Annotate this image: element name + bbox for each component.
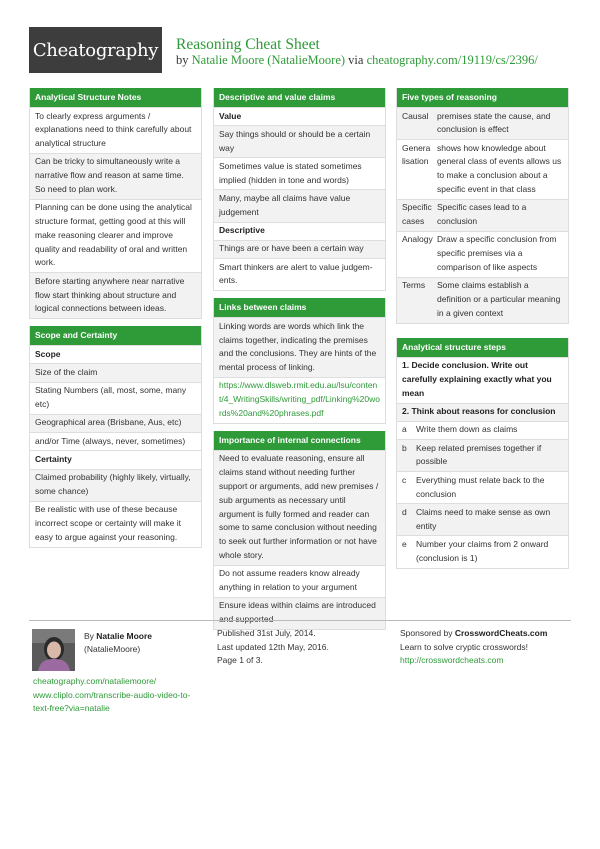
- updated-date: Last updated 12th May, 2016.: [217, 641, 329, 652]
- term-label: Causal: [402, 110, 429, 121]
- section-header: Descriptive and value claims: [214, 88, 385, 107]
- author-handle: (NatalieMoore): [84, 644, 141, 654]
- author-profile-link[interactable]: cheatography.com/nataliemoore/: [33, 676, 157, 686]
- list-item: and/or Time (always, never, sometimes): [30, 432, 201, 450]
- term-description: Specific cases lead to a conclusion: [437, 202, 527, 227]
- table-row: [397, 277, 568, 323]
- cheatography-logo[interactable]: Cheatography: [29, 27, 162, 73]
- list-item: Claimed probability (highly likely, virtually, some chance): [30, 469, 201, 501]
- step-letter: b: [402, 442, 407, 453]
- list-item: Geographical area (Brisbane, Aus, etc): [30, 414, 201, 432]
- step-item: 1. Decide conclusion. Write out carefully explaining exactly what you mean: [397, 357, 568, 403]
- list-item: Many, maybe all claims have value judgement: [214, 189, 385, 221]
- sponsor-link-2[interactable]: text-free?via=natalie: [33, 703, 110, 713]
- step-letter: c: [402, 474, 407, 485]
- term-label: Specific cases: [402, 202, 432, 227]
- table-row: [397, 231, 568, 277]
- byline: [176, 53, 538, 68]
- author-link[interactable]: Natalie Moore (NatalieMoore): [191, 53, 346, 67]
- step-description: Keep related premises together if possible: [416, 442, 542, 467]
- subheading: Scope: [30, 345, 201, 363]
- section-header: Analytical Structure Notes: [30, 88, 201, 107]
- list-item: Be realistic with use of these because incorrect scope or certainty will make it easy to argue against your reasoning.: [30, 501, 201, 547]
- term-label: Terms: [402, 280, 426, 291]
- author-links: [33, 675, 190, 716]
- published-date: Published 31st July, 2014.: [217, 628, 316, 638]
- list-item: Planning can be done using the analytical structure format, getting good at this will make reasoning clearer and improve quality and readability of oral and written work.: [30, 199, 201, 272]
- section-header: Importance of internal connections: [214, 431, 385, 450]
- reference-link[interactable]: https://www.dlsweb.rmit.edu.au/lsu/content/4_WritingSkills/writing_pdf/Linking%20words%20and%20phrases.pdf: [214, 377, 385, 423]
- footer-sponsor: [400, 627, 547, 668]
- column-3: [396, 88, 569, 576]
- list-item: Sometimes value is stated sometimes implied (hidden in tone and words): [214, 157, 385, 189]
- list-item: To clearly express arguments / explanations need to think carefully about analytical structure: [30, 107, 201, 153]
- list-item: Need to evaluate reasoning, ensure all claims stand without needing further support or arguments, add new premises / sub arguments as necessary until argument is fully formed and reader can some to same conclusion without needing to seek out further information or not have whole story.: [214, 450, 385, 565]
- table-row: [397, 503, 568, 535]
- sponsor-url[interactable]: http://crosswordcheats.com: [400, 655, 504, 665]
- byline-via: via: [348, 53, 364, 67]
- table-row: [397, 139, 568, 199]
- list-item: Things are or have been a certain way: [214, 240, 385, 258]
- internal-connections-section: [213, 431, 386, 630]
- scope-certainty-section: [29, 326, 202, 548]
- analytical-steps-section: [396, 338, 569, 569]
- list-item: Stating Numbers (all, most, some, many etc): [30, 382, 201, 414]
- page-title: Reasoning Cheat Sheet: [176, 36, 320, 53]
- section-header: Links between claims: [214, 298, 385, 317]
- sponsor-text: Learn to solve cryptic crosswords!: [400, 641, 529, 652]
- list-item: Do not assume readers know already anything in relation to your argument: [214, 565, 385, 597]
- table-row: [397, 421, 568, 439]
- author-name[interactable]: Natalie Moore: [96, 631, 153, 641]
- subheading: Descriptive: [214, 222, 385, 240]
- term-label: Genera lisation: [402, 142, 431, 167]
- list-item: Ensure ideas within claims are introduced and supported: [214, 597, 385, 629]
- term-description: premises state the cause, and conclusion is effect: [437, 110, 551, 135]
- step-description: Write them down as claims: [416, 424, 518, 435]
- list-item: Say things should or should be a certain way: [214, 125, 385, 157]
- term-description: Some claims establish a definition or a particular meaning in a given context: [437, 280, 561, 318]
- sheet-url-link[interactable]: cheatography.com/19119/cs/2396/: [366, 53, 538, 67]
- column-1: [29, 88, 202, 555]
- step-description: Claims need to make sense as own entity: [416, 506, 551, 531]
- section-header: Scope and Certainty: [30, 326, 201, 345]
- term-label: Analogy: [402, 234, 433, 245]
- step-description: Number your claims from 2 onward (conclusion is 1): [416, 538, 549, 563]
- term-description: shows how knowledge about general class of events allows us to make a conclusion about a specific event in that class: [437, 142, 562, 194]
- five-types-section: [396, 88, 569, 324]
- footer-dates: [217, 627, 329, 668]
- byline-prefix: by: [176, 53, 189, 67]
- analytical-notes-section: [29, 88, 202, 319]
- sponsor-prefix: Sponsored by: [400, 628, 453, 638]
- sponsor-name[interactable]: CrosswordCheats.com: [454, 628, 548, 638]
- subheading: Value: [214, 107, 385, 125]
- list-item: Can be tricky to simultaneously write a narrative flow and reason at same time. So need to plan work.: [30, 153, 201, 199]
- term-description: Draw a specific conclusion from specific premises via a comparison of like aspects: [437, 234, 557, 272]
- list-item: Linking words are words which link the claims together, indicating the premises and the conclusions. They are hints of the mental process of linking.: [214, 317, 385, 377]
- links-between-claims-section: [213, 298, 386, 424]
- page-number: Page 1 of 3.: [217, 655, 263, 665]
- subheading: Certainty: [30, 450, 201, 468]
- section-header: Five types of reasoning: [397, 88, 568, 107]
- by-label: By: [84, 631, 94, 641]
- table-row: [397, 439, 568, 471]
- sponsor-link-1[interactable]: www.cliplo.com/transcribe-audio-video-to-: [33, 689, 191, 700]
- column-2: [213, 88, 386, 637]
- table-row: [397, 199, 568, 231]
- table-row: [397, 471, 568, 503]
- step-letter: e: [402, 538, 407, 549]
- step-letter: a: [402, 424, 407, 435]
- step-description: Everything must relate back to the conclusion: [416, 474, 545, 499]
- list-item: Size of the claim: [30, 363, 201, 381]
- list-item: Smart thinkers are alert to value judgem-ents.: [214, 258, 385, 290]
- author-credit: [84, 630, 152, 656]
- avatar[interactable]: [32, 629, 75, 671]
- table-row: [397, 535, 568, 567]
- step-letter: d: [402, 506, 407, 517]
- footer-divider: [29, 620, 571, 621]
- step-item: 2. Think about reasons for conclusion: [397, 403, 568, 421]
- table-row: [397, 107, 568, 139]
- list-item: Before starting anywhere near narrative flow start thinking about structure and logical connections between ideas.: [30, 272, 201, 318]
- descriptive-value-section: [213, 88, 386, 291]
- section-header: Analytical structure steps: [397, 338, 568, 357]
